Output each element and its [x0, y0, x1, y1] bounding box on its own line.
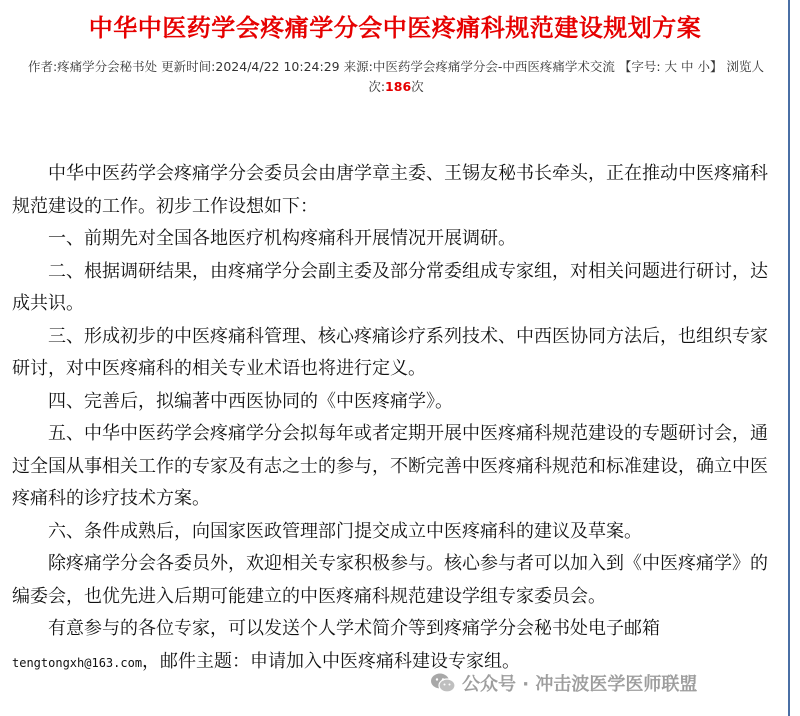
fontsize-medium-link[interactable]: 中 — [681, 59, 694, 74]
fontsize-label: 【字号: — [618, 59, 661, 74]
author-value: 疼痛学分会秘书处 — [57, 59, 158, 74]
updated-value: 2024/4/22 10:24:29 — [215, 59, 340, 74]
paragraph-item-2: 二、根据调研结果，由疼痛学分会副主委及部分常委组成专家组，对相关问题进行研讨，达成共识。 — [12, 260, 768, 314]
fontsize-large-link[interactable]: 大 — [664, 59, 678, 74]
source-label: 来源: — [343, 59, 373, 74]
paragraph-item-4: 四、完善后，拟编著中西医协同的《中医疼痛学》。 — [48, 390, 453, 412]
paragraph-item-3: 三、形成初步的中医疼痛科管理、核心疼痛诊疗系列技术、中西医协同方法后，也组织专家研讨，对中医疼痛科的相关专业术语也将进行定义。 — [12, 325, 768, 379]
watermark-text: 公众号 · 冲击波医学医师联盟 — [462, 674, 698, 695]
paragraph-invitation: 除疼痛学分会各委员外，欢迎相关专家积极参与。核心参与者可以加入到《中医疼痛学》的编委会，也优先进入后期可能建立的中医疼痛科规范建设学组专家委员会。 — [12, 553, 768, 607]
fontsize-close: 】 — [710, 59, 723, 74]
views-count: 186 — [385, 79, 412, 94]
paragraph-intro: 中华中医药学会疼痛学分会委员会由唐学章主委、王锡友秘书长牵头，正在推动中医疼痛科规范建设的工作。初步工作设想如下： — [12, 163, 768, 217]
paragraph-item-5: 五、中华中医药学会疼痛学分会拟每年或者定期开展中医疼痛科规范建设的专题研讨会，通过全国从事相关工作的专家及有志之士的参与，不断完善中医疼痛科规范和标准建设，确立中医疼痛科的诊疗技术方案。 — [12, 423, 768, 509]
updated-label: 更新时间: — [161, 59, 216, 74]
watermark — [430, 669, 697, 697]
article-body — [12, 158, 778, 679]
views-unit: 次 — [411, 79, 424, 94]
author-label: 作者: — [27, 59, 58, 74]
wechat-icon — [430, 672, 456, 694]
email-subject-text: ，邮件主题：申请加入中医疼痛科建设专家组。 — [142, 650, 521, 672]
email-link[interactable]: tengtongxh@163.com — [12, 655, 143, 670]
article-meta — [10, 57, 782, 97]
fontsize-small-link[interactable]: 小 — [697, 59, 711, 74]
paragraph-contact: 有意参与的各位专家，可以发送个人学术简介等到疼痛学分会秘书处电子邮箱 — [48, 618, 660, 639]
views-label: 浏览人次: — [368, 59, 765, 94]
article-title: 中华中医药学会疼痛学分会中医疼痛科规范建设规划方案 — [88, 14, 702, 42]
paragraph-item-6: 六、条件成熟后，向国家医政管理部门提交成立中医疼痛科的建议及草案。 — [48, 520, 642, 542]
paragraph-item-1: 一、前期先对全国各地医疗机构疼痛科开展情况开展调研。 — [48, 228, 516, 249]
source-value: 中医药学会疼痛学分会-中西医疼痛学术交流 — [372, 59, 615, 74]
